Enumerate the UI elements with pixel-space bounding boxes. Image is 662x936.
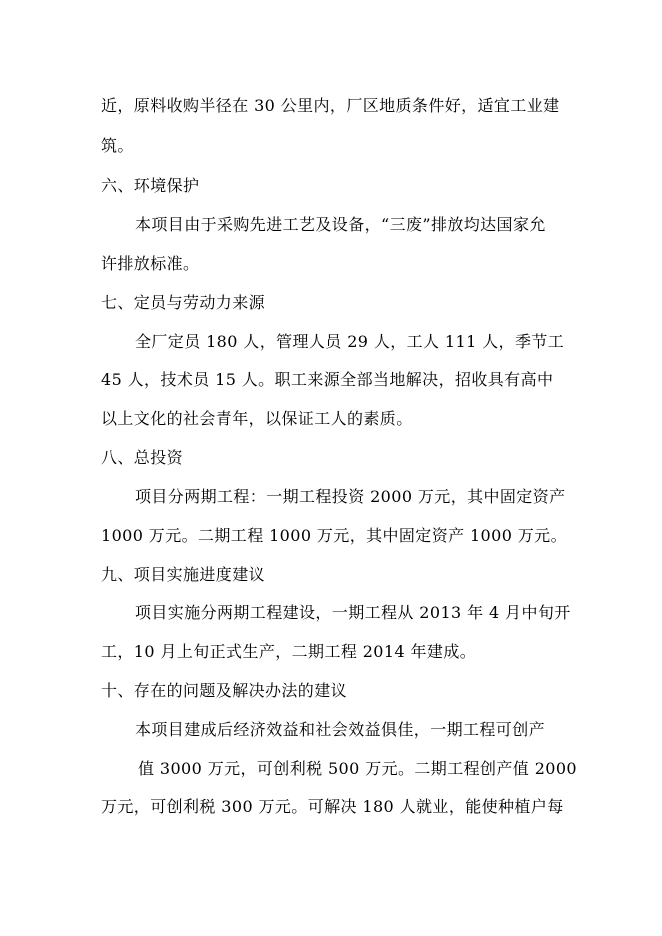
section-heading-investment: 八、总投资	[101, 448, 184, 467]
paragraph-line: 1000 万元。二期工程 1000 万元，其中固定资产 1000 万元。	[101, 526, 567, 545]
paragraph-line: 值 3000 万元，可创利税 500 万元。二期工程创产值 2000	[138, 759, 578, 778]
paragraph-line: 45 人，技术员 15 人。职工来源全部当地解决，招收具有高中	[101, 370, 554, 389]
paragraph-line: 全厂定员 180 人，管理人员 29 人，工人 111 人，季节工	[135, 332, 565, 351]
paragraph-line: 本项目建成后经济效益和社会效益俱佳，一期工程可创产	[135, 720, 546, 739]
paragraph-line: 工，10 月上旬正式生产，二期工程 2014 年建成。	[101, 642, 477, 661]
paragraph-line: 近，原料收购半径在 30 公里内，厂区地质条件好，适宜工业建	[101, 96, 560, 115]
section-heading-staffing: 七、定员与劳动力来源	[101, 293, 266, 312]
paragraph-line: 本项目由于采购先进工艺及设备，“三废”排放均达国家允	[135, 215, 546, 234]
paragraph-line: 以上文化的社会青年，以保证工人的素质。	[101, 409, 413, 428]
section-heading-environment: 六、环境保护	[101, 176, 200, 195]
paragraph-line: 万元，可创利税 300 万元。可解决 180 人就业，能使种植户每	[101, 797, 564, 816]
paragraph-line: 筑。	[101, 136, 134, 155]
paragraph-line: 项目实施分两期工程建设，一期工程从 2013 年 4 月中旬开	[135, 603, 571, 622]
section-heading-schedule: 九、项目实施进度建议	[101, 565, 266, 584]
paragraph-line: 项目分两期工程：一期工程投资 2000 万元，其中固定资产	[135, 487, 566, 506]
paragraph-line: 许排放标准。	[101, 254, 200, 273]
section-heading-issues: 十、存在的问题及解决办法的建议	[101, 681, 348, 700]
